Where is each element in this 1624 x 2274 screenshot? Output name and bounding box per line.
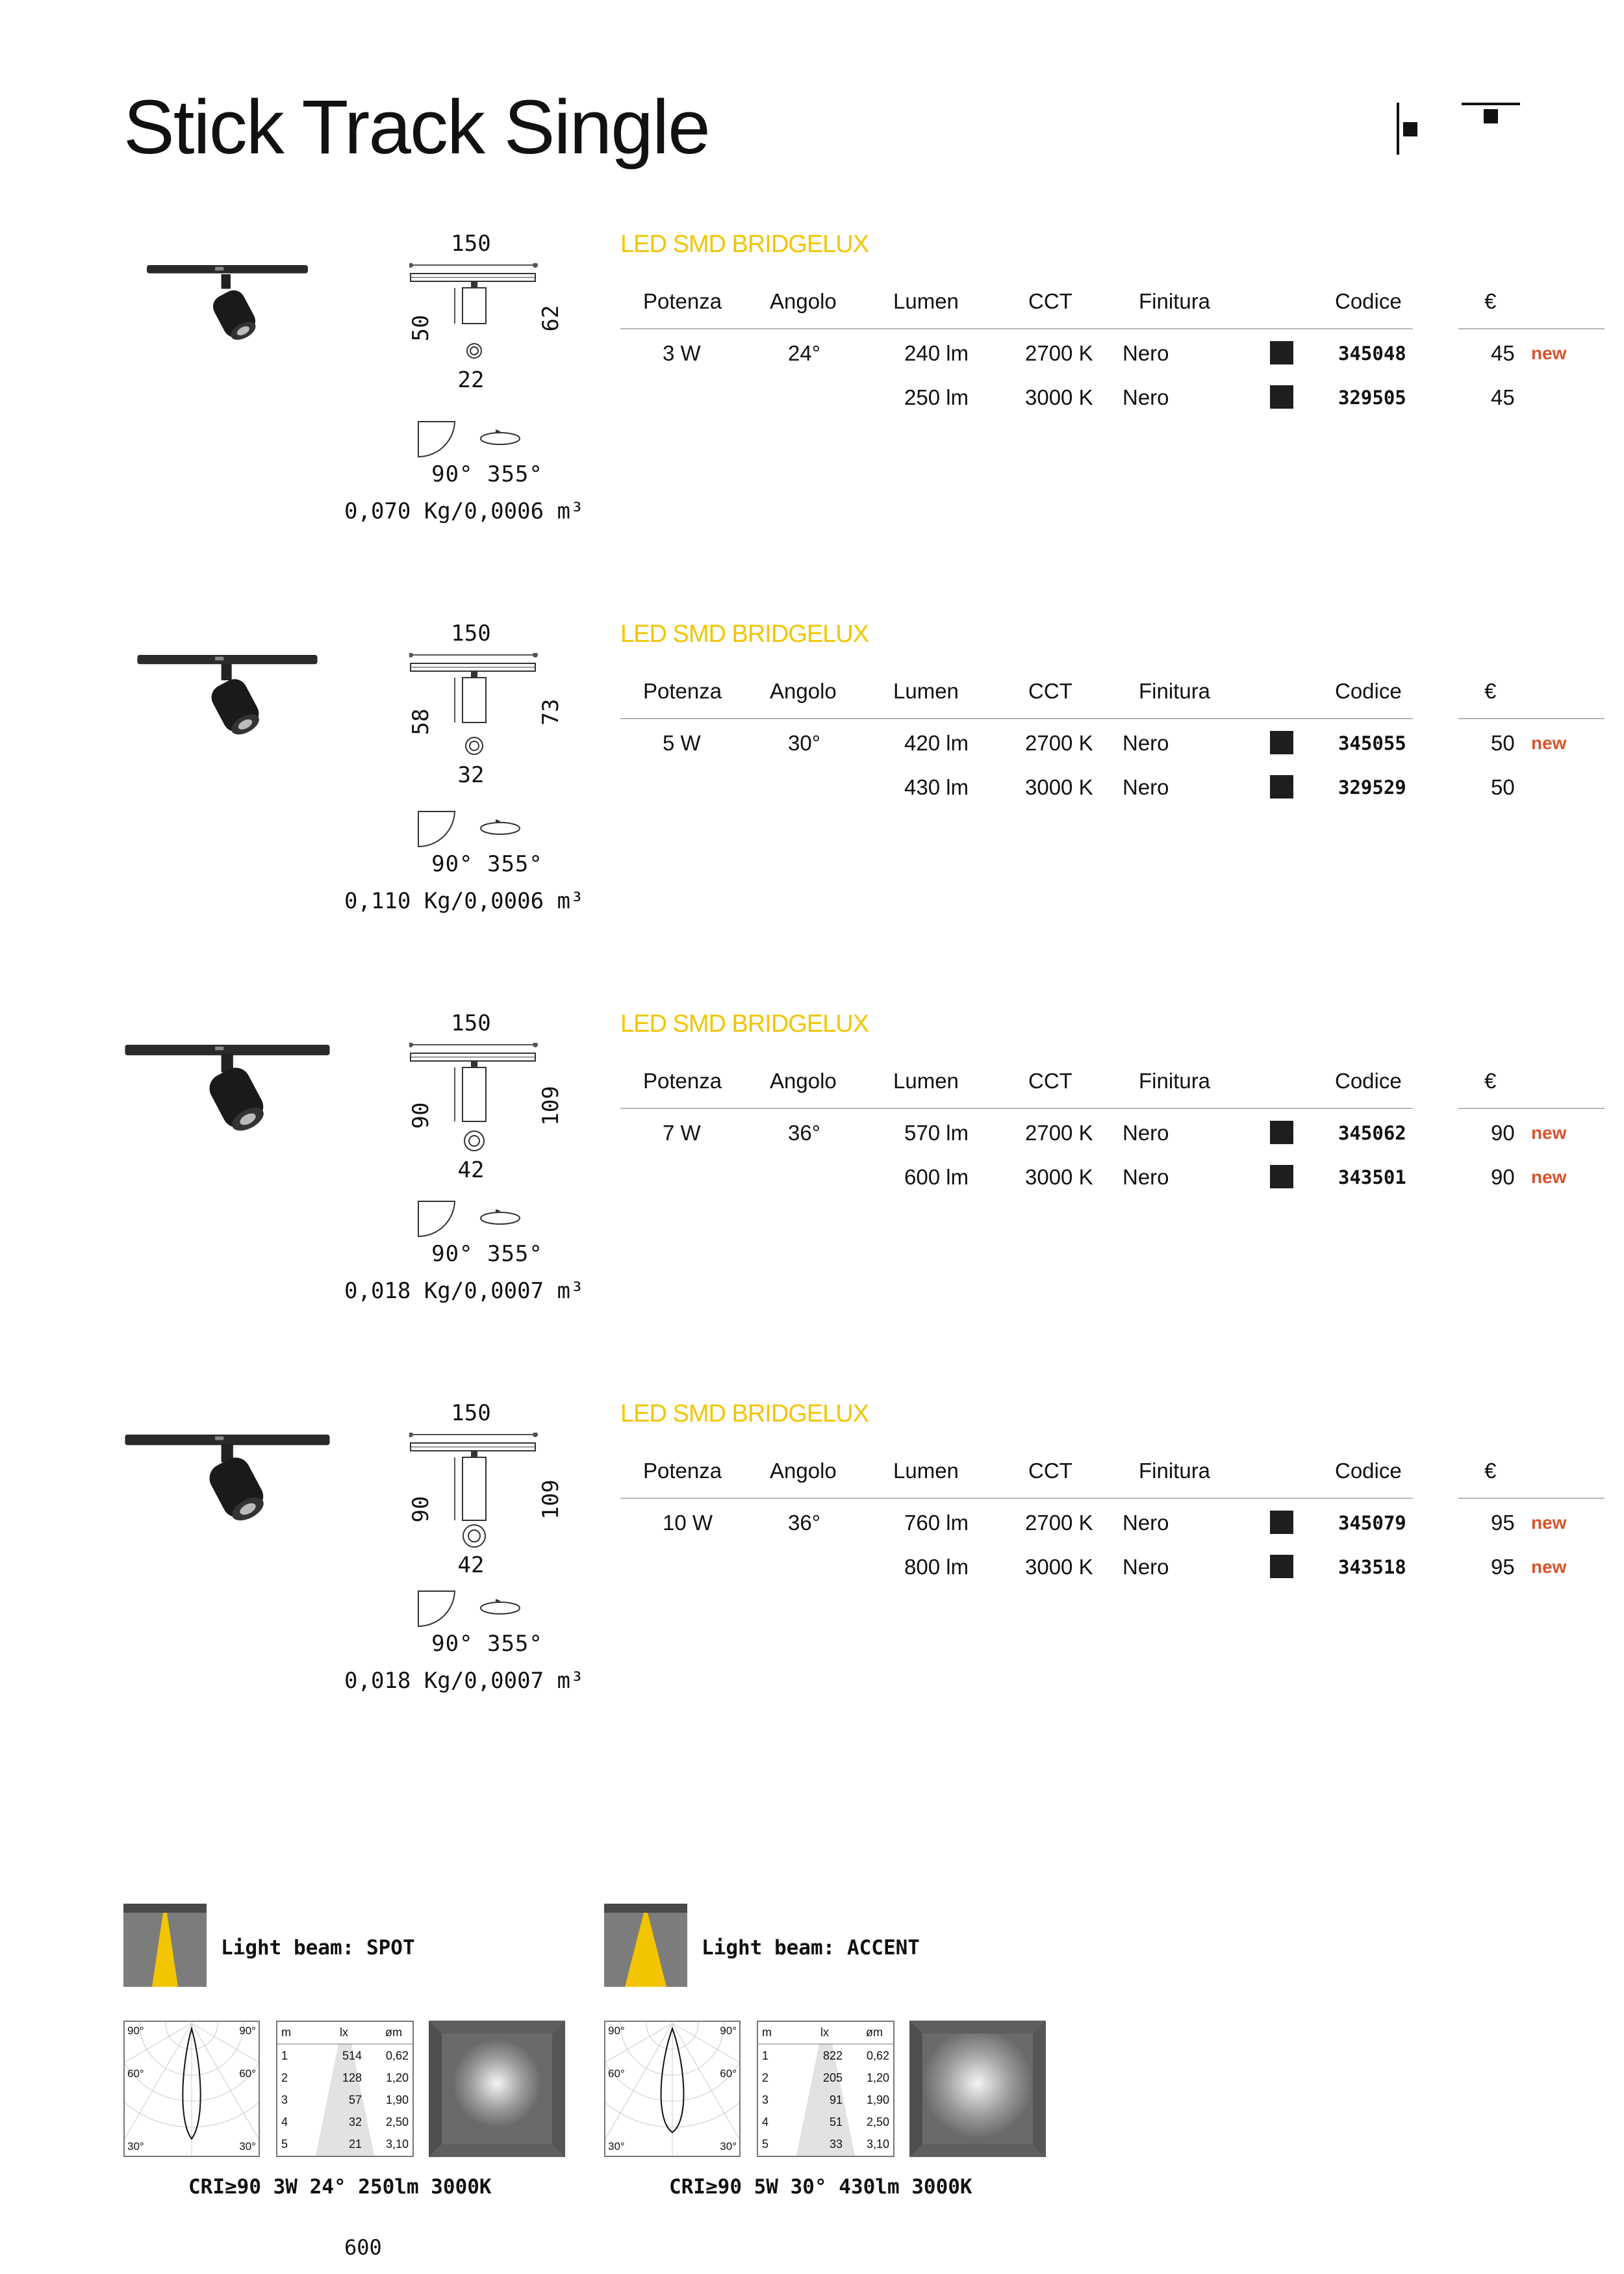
cell-prezzo: 95: [1491, 1511, 1515, 1535]
lux-row: [758, 2067, 893, 2089]
lux-diameter: 1,90: [385, 2093, 409, 2106]
cell-cct: 2700 K: [1025, 731, 1093, 755]
cell-lumen: 760 lm: [904, 1511, 969, 1535]
body-height-dimension: 90: [408, 1102, 434, 1129]
rotation-angle-icon: [477, 426, 523, 452]
cell-lumen: 600 lm: [904, 1165, 969, 1189]
new-badge: new: [1531, 1167, 1567, 1187]
table-row: [620, 1114, 1569, 1153]
finish-swatch: [1270, 1121, 1293, 1144]
header-prezzo: €: [1484, 1069, 1497, 1093]
lux-value: 128: [342, 2071, 362, 2084]
beam-icon: [123, 1904, 207, 1987]
total-height-dimension: 73: [538, 698, 564, 726]
header-rule: [620, 328, 1413, 329]
lux-value: 21: [348, 2138, 362, 2151]
lux-table: [757, 2021, 894, 2157]
finish-swatch: [1270, 1511, 1293, 1534]
diameter-diagram: [461, 733, 487, 759]
polar-label: 60°: [127, 2067, 144, 2080]
product-section: [0, 1400, 1624, 1738]
lux-value: 205: [822, 2071, 843, 2084]
cell-cct: 2700 K: [1025, 1121, 1093, 1145]
cell-codice: 345062: [1338, 1122, 1406, 1144]
lux-diameter: 0,62: [385, 2049, 409, 2062]
lux-distance: 4: [281, 2115, 288, 2128]
header-codice: Codice: [1335, 1069, 1402, 1093]
header-angolo: Angolo: [770, 1459, 837, 1483]
lux-value: 32: [348, 2115, 362, 2128]
header-prezzo: €: [1484, 679, 1497, 703]
cell-potenza: 3 W: [663, 341, 701, 365]
beam-photo: [909, 2021, 1046, 2157]
polar-label: 90°: [608, 2025, 625, 2037]
cell-angolo: 36°: [788, 1511, 820, 1535]
lux-diameter: 0,62: [866, 2049, 889, 2062]
cell-prezzo: 90: [1491, 1121, 1515, 1145]
header-cct: CCT: [1028, 289, 1072, 313]
cell-codice: 329529: [1338, 776, 1406, 798]
cell-finitura: Nero: [1123, 385, 1169, 409]
body-height-dimension: 58: [408, 708, 434, 735]
header-potenza: Potenza: [643, 1459, 722, 1483]
header-rule: [620, 718, 1413, 719]
body-height-dimension: 90: [408, 1496, 434, 1523]
weight-volume: 0,070 Kg/0,0006 m³: [344, 498, 584, 524]
beam-block: [604, 1904, 1059, 2229]
width-dimension: 150: [451, 231, 491, 257]
cell-cct: 3000 K: [1025, 385, 1093, 409]
beam-block: [123, 1904, 578, 2229]
header-lumen: Lumen: [893, 1459, 959, 1483]
lux-distance: 1: [762, 2049, 769, 2062]
lux-diameter: 1,20: [385, 2071, 409, 2084]
cell-cct: 3000 K: [1025, 1165, 1093, 1189]
weight-volume: 0,018 Kg/0,0007 m³: [344, 1668, 584, 1694]
weight-volume: 0,110 Kg/0,0006 m³: [344, 888, 584, 914]
tilt-angle-icon: [416, 419, 461, 458]
lux-row: [277, 2067, 412, 2089]
cell-finitura: Nero: [1123, 775, 1169, 799]
header-cct: CCT: [1028, 1459, 1072, 1483]
header-codice: Codice: [1335, 1459, 1402, 1483]
rotation-angle-icon: [477, 1205, 523, 1231]
polar-label: 30°: [720, 2140, 737, 2153]
page-title: Stick Track Single: [123, 84, 709, 170]
polar-label: 60°: [239, 2067, 256, 2080]
product-photo: [123, 1010, 331, 1140]
beam-caption: CRI≥90 5W 30° 430lm 3000K: [669, 2175, 972, 2199]
new-badge: new: [1531, 1513, 1567, 1533]
cell-prezzo: 95: [1491, 1555, 1515, 1579]
lux-diameter: 1,90: [866, 2093, 889, 2106]
lux-diameter: 1,20: [866, 2071, 889, 2084]
cell-angolo: 30°: [788, 731, 820, 755]
polar-diagram: [604, 2021, 741, 2157]
header-cct: CCT: [1028, 679, 1072, 703]
lux-row: [758, 2089, 893, 2112]
header-rule-price: [1458, 718, 1605, 719]
lux-value: 91: [829, 2093, 843, 2106]
product-section: [0, 620, 1624, 958]
finish-swatch: [1270, 1165, 1293, 1188]
lux-row: [277, 2089, 412, 2112]
header-finitura: Finitura: [1139, 289, 1211, 313]
lux-value: 51: [829, 2115, 843, 2128]
lux-table: [276, 2021, 414, 2157]
new-badge: new: [1531, 733, 1567, 753]
cell-potenza: 5 W: [663, 731, 701, 755]
lux-distance: 2: [762, 2071, 769, 2084]
cell-prezzo: 45: [1491, 385, 1515, 409]
lux-distance: 4: [762, 2115, 769, 2128]
lux-value: 57: [348, 2093, 362, 2106]
finish-swatch: [1270, 731, 1293, 754]
header-angolo: Angolo: [770, 1069, 837, 1093]
rotation-angle-icon: [477, 815, 523, 841]
page-number: 600: [344, 2235, 382, 2260]
lux-row: [277, 2112, 412, 2134]
finish-swatch: [1270, 341, 1293, 364]
lux-head-dm: øm: [866, 2026, 883, 2039]
lux-value: 514: [342, 2049, 362, 2062]
header-potenza: Potenza: [643, 679, 722, 703]
angle-values: 90° 355°: [431, 461, 543, 487]
ceiling-mount-icon: [1462, 103, 1520, 129]
tilt-angle-icon: [416, 1199, 461, 1238]
product-photo: [123, 1400, 331, 1530]
header-potenza: Potenza: [643, 289, 722, 313]
polar-label: 30°: [608, 2140, 625, 2153]
polar-label: 30°: [127, 2140, 144, 2153]
lux-distance: 5: [762, 2138, 769, 2151]
cell-codice: 329505: [1338, 387, 1406, 409]
lux-head-m: m: [281, 2026, 291, 2039]
diameter-diagram: [461, 1128, 487, 1154]
table-row: [620, 1158, 1569, 1197]
header-codice: Codice: [1335, 679, 1402, 703]
cell-finitura: Nero: [1123, 1555, 1169, 1579]
header-cct: CCT: [1028, 1069, 1072, 1093]
header-lumen: Lumen: [893, 1069, 959, 1093]
lux-head-lx: lx: [340, 2026, 348, 2039]
header-finitura: Finitura: [1139, 1459, 1211, 1483]
cell-lumen: 420 lm: [904, 731, 969, 755]
new-badge: new: [1531, 1557, 1567, 1577]
series-title: LED SMD BRIDGELUX: [620, 1400, 869, 1427]
lux-distance: 1: [281, 2049, 288, 2062]
cell-finitura: Nero: [1123, 1165, 1169, 1189]
product-photo: [123, 620, 331, 750]
product-section: [0, 1010, 1624, 1348]
cell-codice: 345048: [1338, 342, 1406, 364]
beam-label: Light beam: SPOT: [221, 1936, 415, 1960]
polar-label: 90°: [239, 2025, 256, 2037]
header-rule-price: [1458, 328, 1605, 329]
diameter-diagram: [461, 1523, 487, 1549]
cell-potenza: 10 W: [663, 1511, 713, 1535]
finish-swatch: [1270, 775, 1293, 798]
polar-diagram: [123, 2021, 260, 2157]
cell-prezzo: 50: [1491, 731, 1515, 755]
lux-distance: 2: [281, 2071, 288, 2084]
new-badge: new: [1531, 1123, 1567, 1143]
table-row: [620, 1504, 1569, 1543]
lux-diameter: 3,10: [866, 2138, 889, 2151]
finish-swatch: [1270, 385, 1293, 409]
cell-cct: 3000 K: [1025, 775, 1093, 799]
rotation-angle-icon: [477, 1595, 523, 1621]
table-row: [620, 335, 1569, 374]
lux-row: [277, 2134, 412, 2156]
body-height-dimension: 50: [408, 314, 434, 342]
beam-cone-icon: [604, 1913, 687, 1987]
polar-label: 60°: [720, 2067, 737, 2080]
lux-diameter: 2,50: [866, 2115, 889, 2128]
lux-distance: 5: [281, 2138, 288, 2151]
header-lumen: Lumen: [893, 289, 959, 313]
cell-cct: 3000 K: [1025, 1555, 1093, 1579]
polar-label: 60°: [608, 2067, 625, 2080]
product-section: [0, 231, 1624, 568]
header-lumen: Lumen: [893, 679, 959, 703]
lux-row: [277, 2045, 412, 2067]
cell-potenza: 7 W: [663, 1121, 701, 1145]
header-rule-price: [1458, 1108, 1605, 1109]
lux-head-lx: lx: [820, 2026, 829, 2039]
series-title: LED SMD BRIDGELUX: [620, 620, 869, 648]
weight-volume: 0,018 Kg/0,0007 m³: [344, 1278, 584, 1304]
header-prezzo: €: [1484, 1459, 1497, 1483]
diameter-dimension: 42: [457, 1157, 485, 1183]
cell-codice: 345079: [1338, 1512, 1406, 1534]
lux-head-m: m: [762, 2026, 772, 2039]
table-row: [620, 1548, 1569, 1587]
header-potenza: Potenza: [643, 1069, 722, 1093]
cell-cct: 2700 K: [1025, 341, 1093, 365]
product-photo: [123, 231, 331, 361]
cell-cct: 2700 K: [1025, 1511, 1093, 1535]
cell-codice: 343501: [1338, 1166, 1406, 1188]
angle-values: 90° 355°: [431, 1631, 543, 1657]
cell-lumen: 800 lm: [904, 1555, 969, 1579]
cell-finitura: Nero: [1123, 731, 1169, 755]
cell-lumen: 250 lm: [904, 385, 969, 409]
lux-distance: 3: [762, 2093, 769, 2106]
tilt-angle-icon: [416, 1589, 461, 1628]
total-height-dimension: 109: [538, 1086, 564, 1126]
cell-finitura: Nero: [1123, 341, 1169, 365]
table-row: [620, 769, 1569, 808]
finish-swatch: [1270, 1555, 1293, 1578]
cell-lumen: 570 lm: [904, 1121, 969, 1145]
angle-values: 90° 355°: [431, 851, 543, 877]
lux-diameter: 2,50: [385, 2115, 409, 2128]
header-codice: Codice: [1335, 289, 1402, 313]
diameter-dimension: 42: [457, 1552, 485, 1578]
lux-row: [758, 2112, 893, 2134]
series-title: LED SMD BRIDGELUX: [620, 1010, 869, 1038]
header-prezzo: €: [1484, 289, 1497, 313]
lux-row: [758, 2134, 893, 2156]
lux-head-row: [277, 2022, 412, 2044]
header-angolo: Angolo: [770, 289, 837, 313]
cell-prezzo: 90: [1491, 1165, 1515, 1189]
lux-value: 33: [829, 2138, 843, 2151]
width-dimension: 150: [451, 1400, 491, 1426]
cell-lumen: 240 lm: [904, 341, 969, 365]
lux-row: [758, 2045, 893, 2067]
polar-label: 90°: [720, 2025, 737, 2037]
header-rule: [620, 1498, 1413, 1499]
cell-angolo: 36°: [788, 1121, 820, 1145]
cell-prezzo: 45: [1491, 341, 1515, 365]
lux-value: 822: [822, 2049, 843, 2062]
lux-head-dm: øm: [385, 2026, 402, 2039]
width-dimension: 150: [451, 1010, 491, 1036]
header-finitura: Finitura: [1139, 679, 1211, 703]
diameter-dimension: 32: [457, 762, 485, 788]
width-dimension: 150: [451, 620, 491, 646]
wall-mount-icon: [1397, 103, 1423, 155]
polar-label: 30°: [239, 2140, 256, 2153]
total-height-dimension: 62: [538, 305, 564, 332]
lux-distance: 3: [281, 2093, 288, 2106]
diameter-dimension: 22: [457, 367, 485, 393]
cell-angolo: 24°: [788, 341, 820, 365]
beam-caption: CRI≥90 3W 24° 250lm 3000K: [188, 2175, 492, 2199]
series-title: LED SMD BRIDGELUX: [620, 231, 869, 258]
cell-lumen: 430 lm: [904, 775, 969, 799]
new-badge: new: [1531, 343, 1567, 363]
lux-head-row: [758, 2022, 893, 2044]
header-angolo: Angolo: [770, 679, 837, 703]
cell-prezzo: 50: [1491, 775, 1515, 799]
beam-cone-icon: [123, 1913, 207, 1987]
diameter-diagram: [461, 338, 487, 364]
polar-label: 90°: [127, 2025, 144, 2037]
total-height-dimension: 109: [538, 1479, 564, 1520]
cell-finitura: Nero: [1123, 1511, 1169, 1535]
table-row: [620, 724, 1569, 763]
header-rule: [620, 1108, 1413, 1109]
beam-label: Light beam: ACCENT: [702, 1936, 920, 1960]
lux-diameter: 3,10: [385, 2138, 409, 2151]
beam-photo: [429, 2021, 565, 2157]
tilt-angle-icon: [416, 809, 461, 848]
beam-icon: [604, 1904, 687, 1987]
cell-finitura: Nero: [1123, 1121, 1169, 1145]
header-rule-price: [1458, 1498, 1605, 1499]
table-row: [620, 379, 1569, 418]
cell-codice: 345055: [1338, 732, 1406, 754]
header-finitura: Finitura: [1139, 1069, 1211, 1093]
angle-values: 90° 355°: [431, 1241, 543, 1267]
cell-codice: 343518: [1338, 1556, 1406, 1578]
